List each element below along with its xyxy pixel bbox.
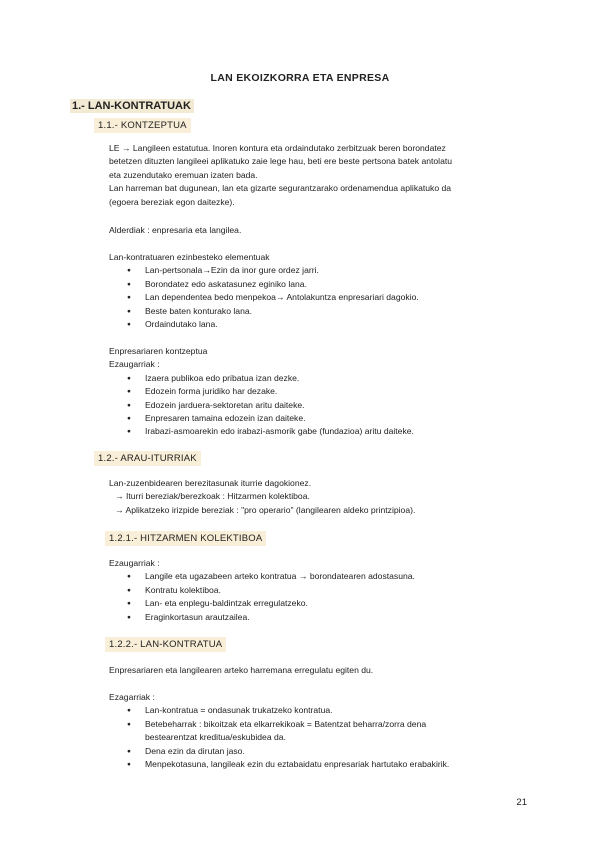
elements-intro: Lan-kontratuaren ezinbesteko elementuak (109, 252, 270, 262)
hitzarmen-block (109, 557, 415, 624)
hitzarmen-list (109, 570, 415, 624)
enpresaria-list (109, 372, 414, 439)
list-item: ● Kontratu kolektiboa. (109, 584, 415, 597)
section-heading-lan-kontratuak: 1.- LAN-KONTRATUAK (70, 99, 194, 113)
subsection-heading-hitzarmen-kolektiboa: 1.2.1.- HITZARMEN KOLEKTIBOA (105, 531, 266, 546)
paragraph-line: betetzen dituzten langileei aplikatuko zaie lege hau, beti ere beste pertsona batek antolatu (109, 156, 453, 167)
paragraph-line: LE → Langileen estatutua. Inoren kontura eta ordaindutako zerbitzuak beren borondatez (109, 143, 446, 153)
list-item-text: Betebeharrak : bikoitzak eta elkarrekikoak = Batentzat beharra/zorra dena (145, 718, 427, 729)
list-item: ● Lan dependentea bedo menpekoa→ Antolakuntza enpresariari dagokio. (109, 291, 419, 304)
list-item: ● Lan-pertsonala→Ezin da inor gure ordez jarri. (109, 264, 419, 277)
list-item: ● Borondatez edo askatasunez eginiko lana. (109, 278, 419, 291)
arrow-line: → Aplikatzeko irizpide bereziak : "pro operario" (langilearen aldeko printzipioa). (115, 504, 416, 515)
list-item: ● Ordaindutako lana. (109, 318, 419, 331)
lan-kontratua-block (109, 691, 449, 771)
ezaugarriak-label: Ezaugarriak : (109, 558, 160, 568)
list-item: ● Izaera publikoa edo pribatua izan dezke. (109, 372, 414, 385)
list-item: ● Edozein jarduera-sektoretan aritu daiteke. (109, 399, 414, 412)
list-item: ● Lan- eta enplegu-baldintzak erregulatzeko. (109, 597, 415, 610)
subsection-heading-arau-iturriak: 1.2.- ARAU-ITURRIAK (94, 451, 201, 466)
list-item: ● Beste baten konturako lana. (109, 305, 419, 318)
lan-kontratua-list (109, 704, 449, 771)
subsection-heading-kontzeptua: 1.1.- KONTZEPTUA (94, 118, 191, 133)
elements-block (109, 251, 419, 331)
paragraph-line: (egoera bereziak egon daitezke). (109, 196, 235, 207)
list-item: ● Edozein forma juridiko har dezake. (109, 385, 414, 398)
arrow-line: → Iturri bereziak/berezkoak : Hitzarmen kolektiboa. (115, 491, 310, 502)
lan-kontratua-intro: Enpresariaren eta langilearen arteko harremana erregulatu egiten du. (109, 665, 374, 675)
subsection-heading-lan-kontratua: 1.2.2.- LAN-KONTRATUA (105, 637, 226, 652)
page-number: 21 (516, 797, 527, 808)
list-item: ● Eraginkortasun arautzailea. (109, 611, 415, 624)
enpresaria-heading: Enpresariaren kontzeptua (109, 346, 208, 356)
list-item: ● Langile eta ugazabeen arteko kontratua → borondatearen adostasuna. (109, 570, 415, 583)
list-item: ● Lan-kontratua = ondasunak trukatzeko kontratua. (109, 704, 449, 717)
ezaugarriak-label: Ezaugarriak : (109, 359, 160, 370)
arau-iturriak-block (109, 477, 415, 517)
ezagarriak-label: Ezagarriak : (109, 692, 155, 702)
list-item (109, 718, 449, 745)
paragraph-line: eta zuzendutako eremuan izaten bada. (109, 169, 258, 180)
list-item: ● Dena ezin da dirutan jaso. (109, 745, 449, 758)
arau-iturriak-intro: Lan-zuzenbidearen berezitasunak iturrie dagokionez. (109, 478, 312, 488)
enpresaria-block (109, 345, 414, 439)
kontzeptua-paragraph (109, 142, 452, 209)
alderdiak-line: Alderdiak : enpresaria eta langilea. (109, 225, 242, 235)
list-item-continuation: bestearentzat kreditua/eskubidea da. (145, 732, 286, 743)
list-item: ● Enpresaren tamaina edozein izan daiteke. (109, 412, 414, 425)
list-item: ● Menpekotasuna, langileak ezin du eztabaidatu enpresariak hartutako erabakirik. (109, 758, 449, 771)
paragraph-line: Lan harreman bat dugunean, lan eta gizarte segurantzarako ordenamendua aplikatuko da (109, 183, 452, 194)
elements-list (109, 264, 419, 331)
list-item: ● Irabazi-asmoarekin edo irabazi-asmorik gabe (fundazioa) aritu daiteke. (109, 425, 414, 438)
document-title: LAN EKOIZKORRA ETA ENPRESA (210, 72, 390, 84)
